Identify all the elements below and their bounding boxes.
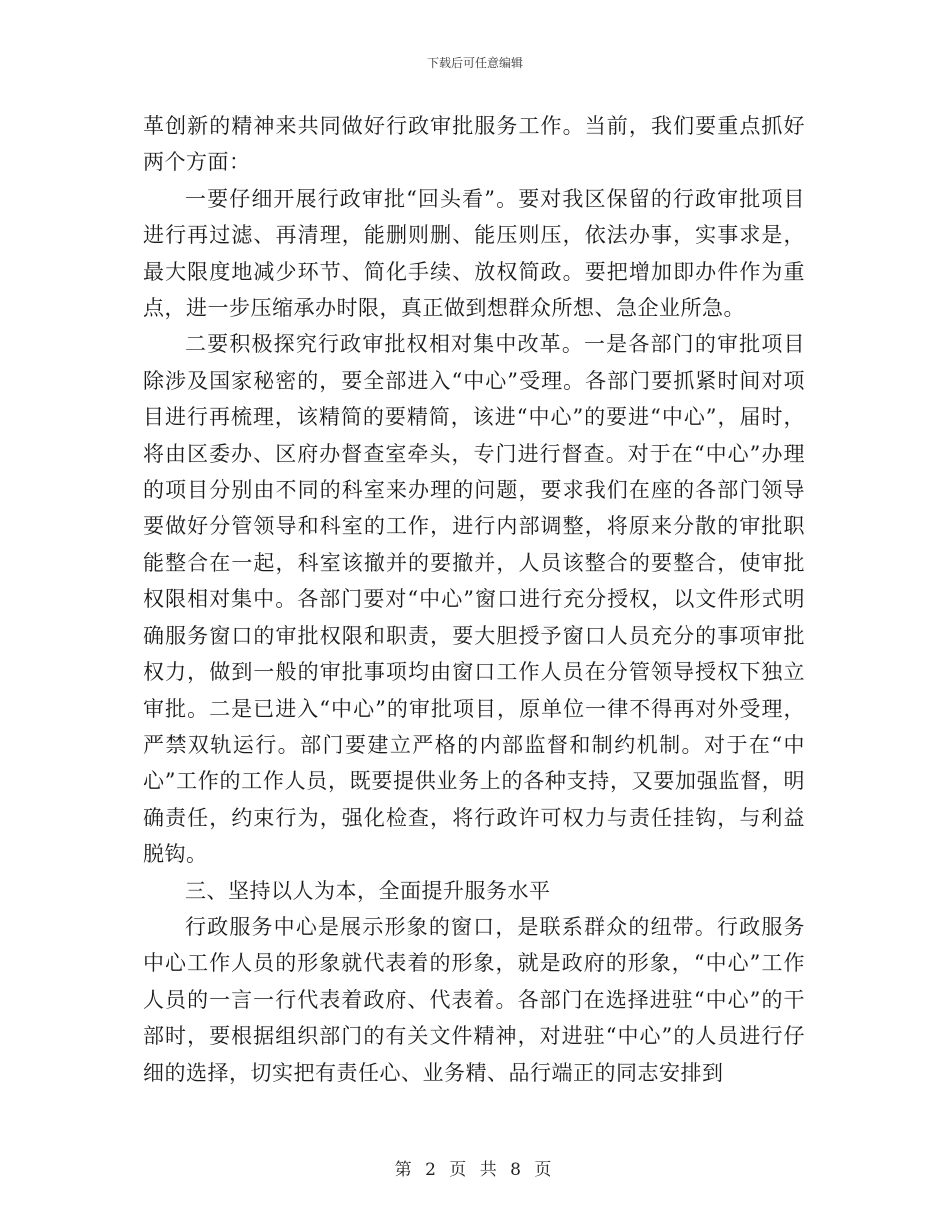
- paragraph-review: 一要仔细开展行政审批“回头看”。要对我区保留的行政审批项目进行再过滤、再清理，能删则删、能压则压，依法办事，实事求是，最大限度地减少环节、简化手续、放权简政。要把增加即办件作为重点，进一步压缩承办时限，真正做到想群众所想、急企业所急。: [143, 186, 805, 321]
- paragraph-continuation: 革创新的精神来共同做好行政审批服务工作。当前，我们要重点抓好两个方面：: [143, 114, 805, 175]
- paragraph-service: 行政服务中心是展示形象的窗口，是联系群众的纽带。行政服务中心工作人员的形象就代表着的形象，就是政府的形象，“中心”工作人员的一言一行代表着政府、代表着。各部门在选择进驻“中心”的干部时，要根据组织部门的有关文件精神，对进驻“中心”的人员进行仔细的选择，切实把有责任心、业务精、品行端正的同志安排到: [143, 914, 805, 1085]
- paragraph-reform: 二要积极探究行政审批权相对集中改革。一是各部门的审批项目除涉及国家秘密的，要全部进入“中心”受理。各部门要抓紧时间对项目进行再梳理，该精简的要精简，该进“中心”的要进“中心”，届时，将由区委办、区府办督查室牵头，专门进行督查。对于在“中心”办理的项目分别由不同的科室来办理的问题，要求我们在座的各部门领导要做好分管领导和科室的工作，进行内部调整，将原来分散的审批职能整合在一起，科室该撤并的要撤并，人员该整合的要整合，使审批权限相对集中。各部门要对“中心”窗口进行充分授权，以文件形式明确服务窗口的审批权限和职责，要大胆授予窗口人员充分的事项审批权力，做到一般的审批事项均由窗口工作人员在分管领导授权下独立审批。二是已进入“中心”的审批项目，原单位一律不得再对外受理，严禁双轨运行。部门要建立严格的内部监督和制约机制。对于在“中心”工作的工作人员，既要提供业务上的各种支持，又要加强监督，明确责任，约束行为，强化检查，将行政许可权力与责任挂钩，与利益脱钩。: [143, 332, 805, 867]
- document-body: [143, 108, 805, 1091]
- section-heading: 三、坚持以人为本，全面提升服务水平: [185, 878, 551, 903]
- page-number-footer: 第 2 页 共 8 页: [394, 1160, 556, 1180]
- page-header: 下载后可任意编辑: [426, 56, 523, 70]
